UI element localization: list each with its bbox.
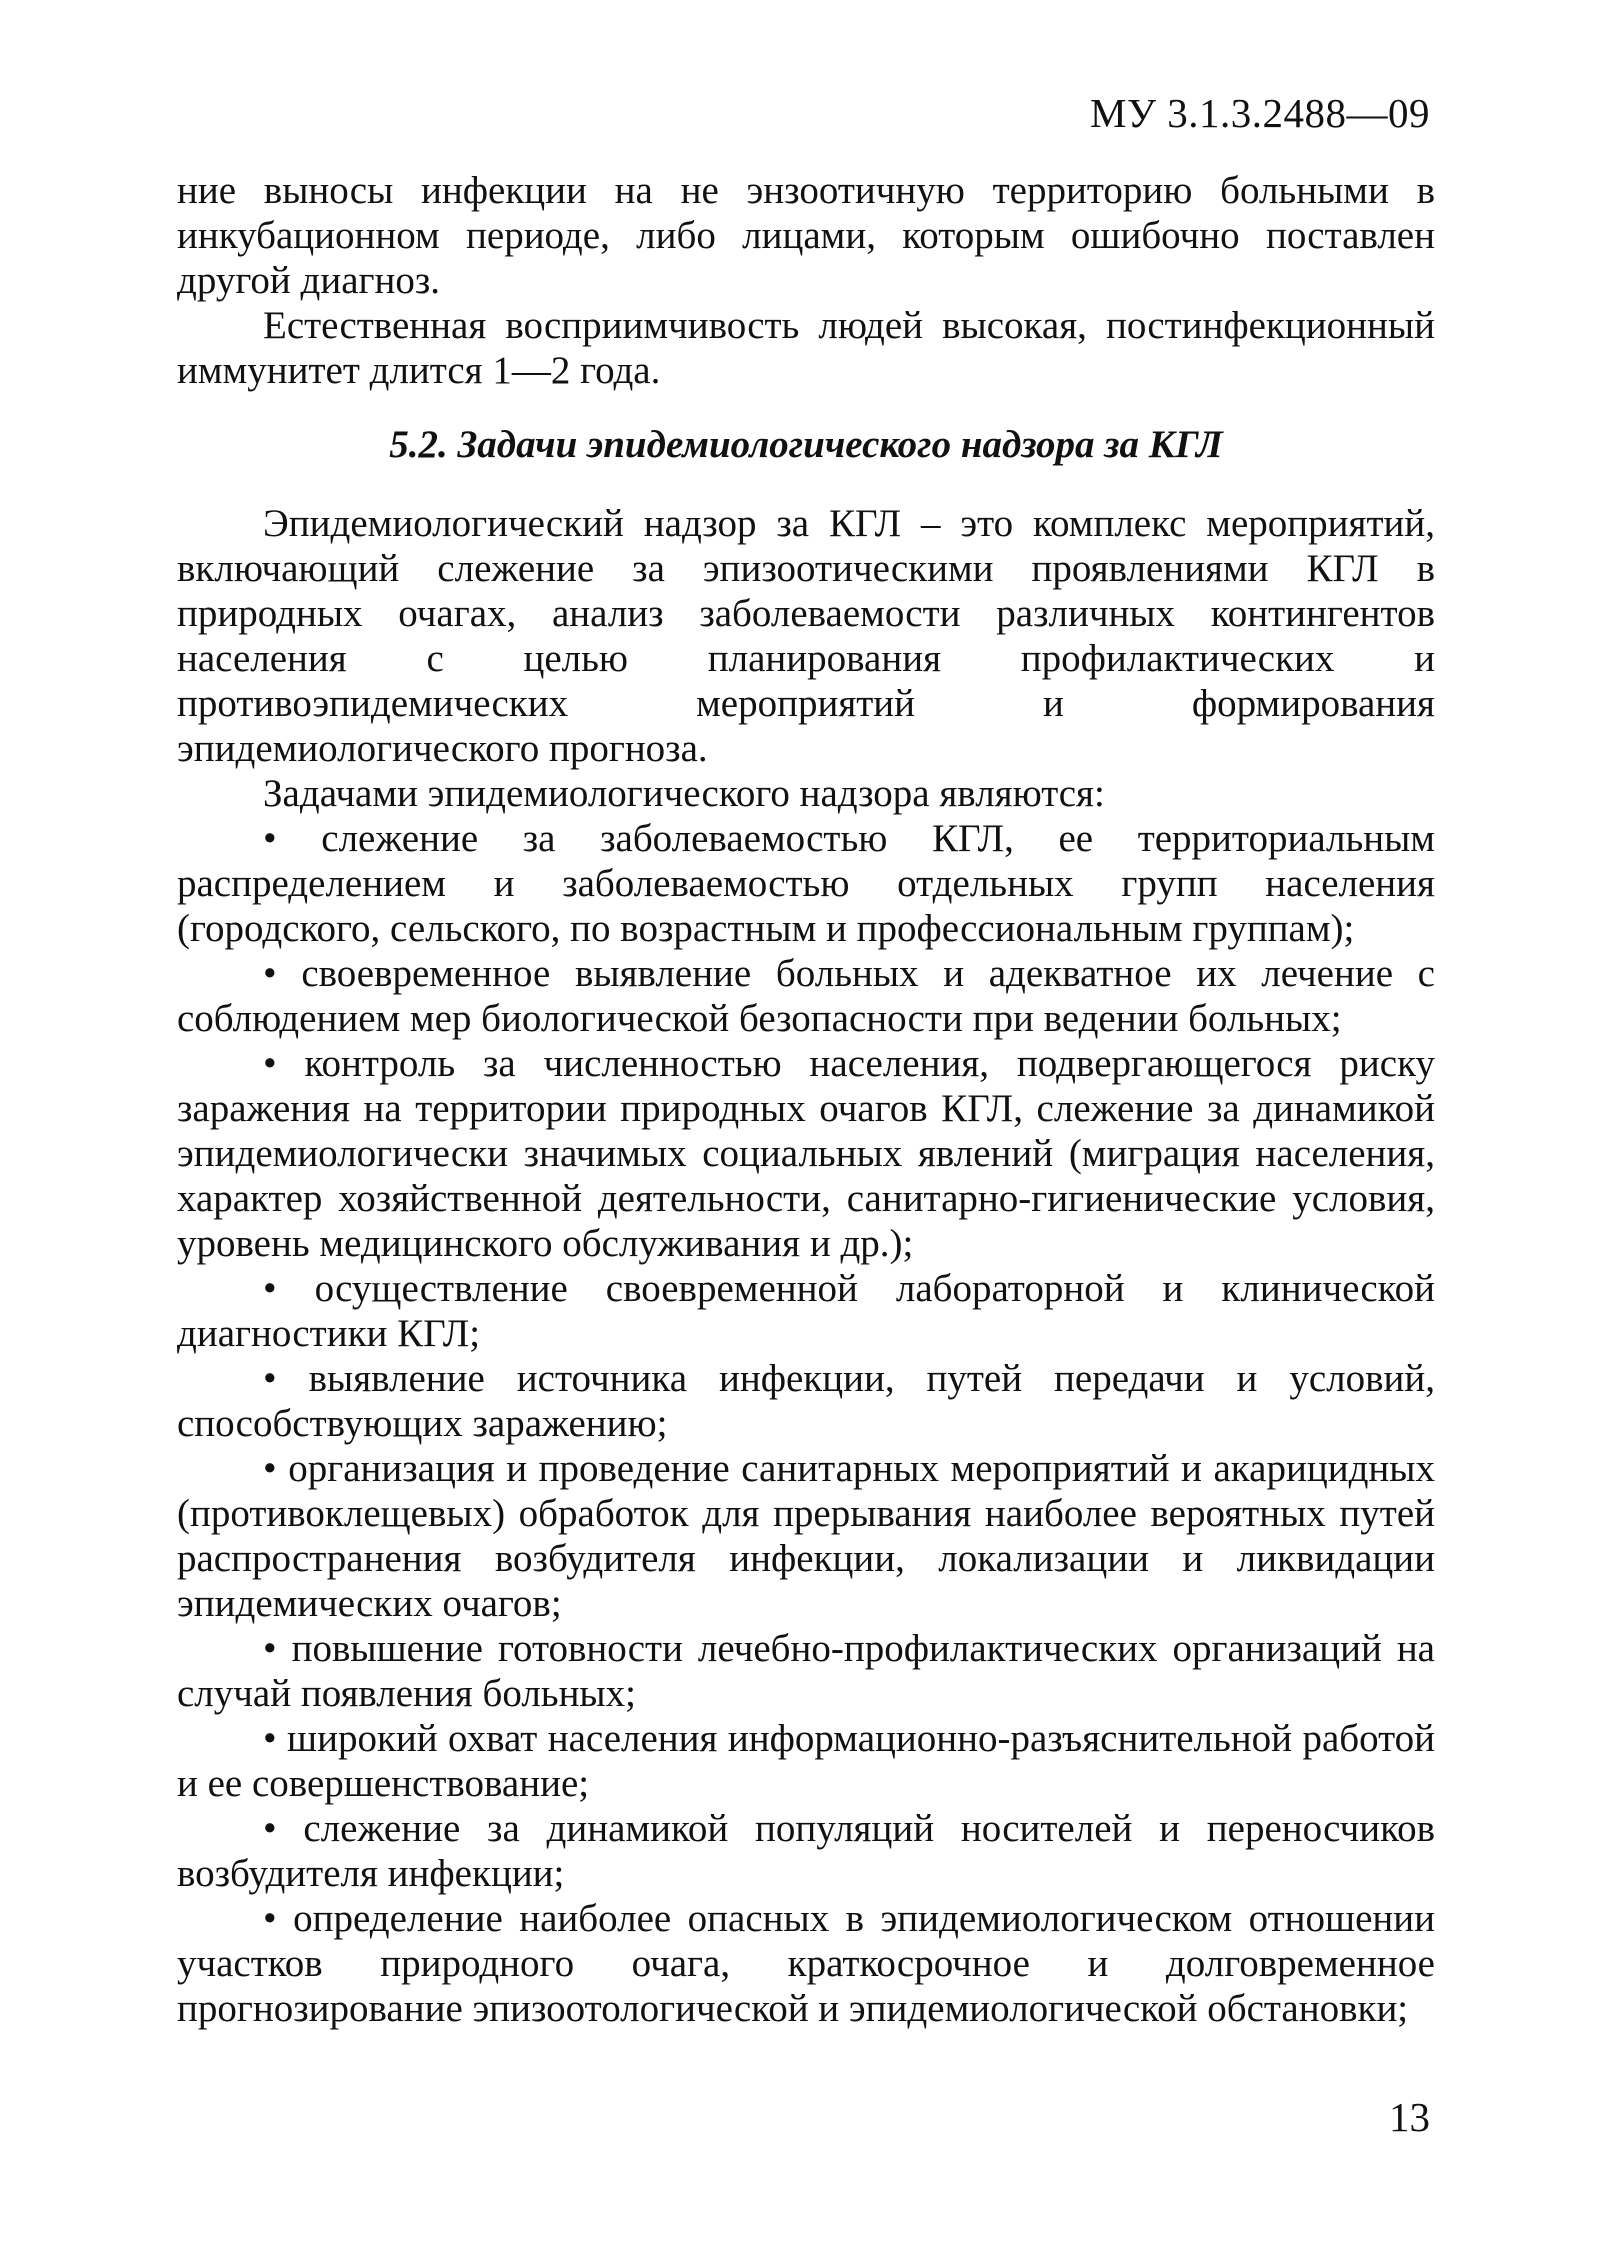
task-item: • определение наиболее опасных в эпидемиологическом отношении участков природного очага, краткосрочное и долговременное прогнозирование эпизоотологической и эпидемиологической обстановки;: [177, 1897, 1435, 2030]
task-item: • повышение готовности лечебно-профилактических организаций на случай появления больных;: [177, 1627, 1435, 1715]
page-number: 13: [1389, 2094, 1430, 2140]
section-heading: 5.2. Задачи эпидемиологического надзора за КГЛ: [389, 423, 1223, 466]
task-item: • осуществление своевременной лабораторной и клинической диагностики КГЛ;: [177, 1267, 1435, 1355]
tasks-lead: Задачами эпидемиологического надзора являются:: [263, 772, 1105, 815]
paragraph-susceptibility: Естественная восприимчивость людей высокая, постинфекционный иммунитет длится 1—2 года.: [177, 304, 1435, 392]
task-item: • своевременное выявление больных и адекватное их лечение с соблюдением мер биологической безопасности при ведении больных;: [177, 952, 1435, 1040]
task-item: • широкий охват населения информационно-разъяснительной работой и ее совершенствование;: [177, 1717, 1435, 1805]
task-item: • выявление источника инфекции, путей передачи и условий, способствующих заражению;: [177, 1357, 1435, 1445]
document-code: МУ 3.1.3.2488—09: [1090, 90, 1430, 136]
paragraph-continuation: ние выносы инфекции на не энзоотичную территорию больными в инкубационном периоде, либо лицами, которым ошибочно поставлен другой диагноз.: [177, 169, 1435, 302]
body-text: [177, 168, 1435, 2031]
task-item: • контроль за численностью населения, подвергающегося риску заражения на территории природных очагов КГЛ, слежение за динамикой эпидемиологически значимых социальных явлений (миграция населения, характер хозяйственной деятельности, санитарно-гигиенические условия, уровень медицинского обслуживания и др.);: [177, 1042, 1435, 1265]
task-item: • слежение за динамикой популяций носителей и переносчиков возбудителя инфекции;: [177, 1807, 1435, 1895]
paragraph-intro: Эпидемиологический надзор за КГЛ – это комплекс мероприятий, включающий слежение за эпизоотическими проявлениями КГЛ в природных очагах, анализ заболеваемости различных контингентов населения с целью планирования профилактических и противоэпидемических мероприятий и формирования эпидемиологического прогноза.: [177, 502, 1435, 770]
task-item: • слежение за заболеваемостью КГЛ, ее территориальным распределением и заболеваемостью отдельных групп населения (городского, сельского, по возрастным и профессиональным группам);: [177, 817, 1435, 950]
task-item: • организация и проведение санитарных мероприятий и акарицидных (противоклещевых) обработок для прерывания наиболее вероятных путей распространения возбудителя инфекции, локализации и ликвидации эпидемических очагов;: [177, 1447, 1435, 1625]
